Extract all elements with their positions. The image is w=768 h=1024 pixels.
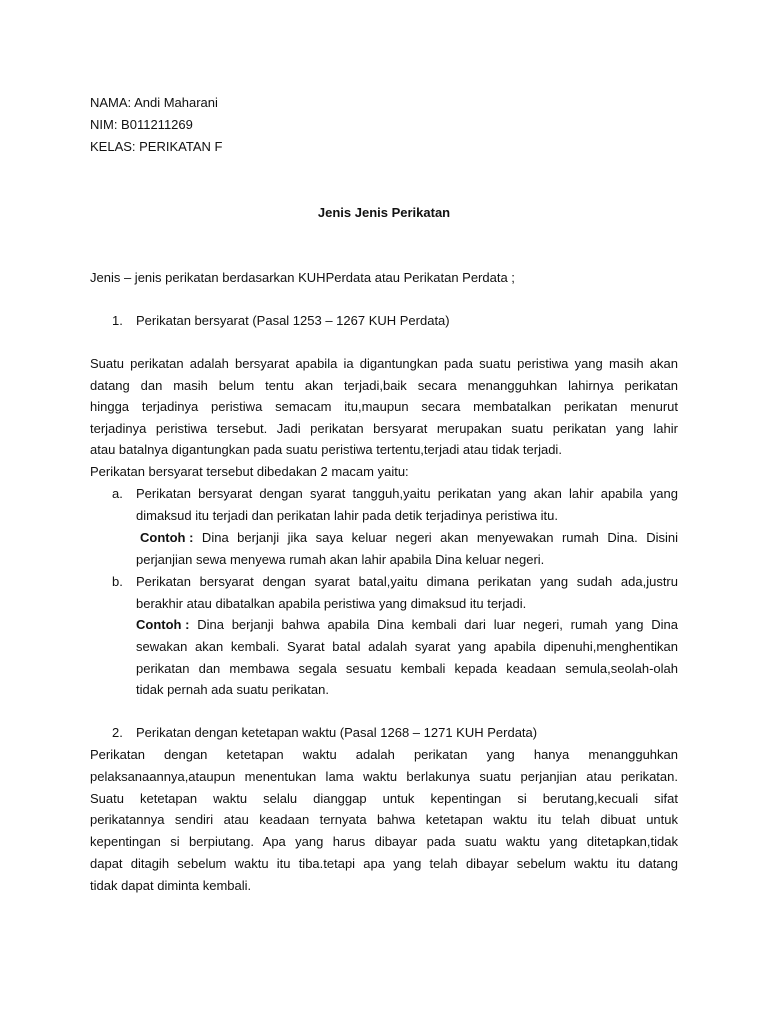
section-1-number: 1.: [112, 313, 123, 328]
section-2-para-line: tidak dapat diminta kembali.: [90, 878, 252, 893]
student-nim: NIM: B011211269: [90, 117, 193, 132]
item-b-contoh-line: tidak pernah ada suatu perikatan.: [136, 682, 329, 697]
item-a-line: dimaksud itu terjadi dan perikatan lahir pada detik terjadinya peristiwa itu.: [136, 508, 559, 523]
section-1-heading: Perikatan bersyarat (Pasal 1253 – 1267 KUH Perdata): [136, 313, 450, 328]
section-2-para-line: kepentingan si berpiutang. Apa yang harus dibayar pada suatu waktu yang ditetapkan,tidak: [90, 834, 678, 849]
item-b-contoh-line: [136, 617, 678, 633]
intro-line: Jenis – jenis perikatan berdasarkan KUHPerdata atau Perikatan Perdata ;: [90, 270, 515, 285]
section-1-split-line: Perikatan bersyarat tersebut dibedakan 2 macam yaitu:: [90, 464, 409, 479]
section-1-para-line: terjadinya peristiwa tersebut. Jadi perikatan bersyarat merupakan suatu perikatan yang lahir: [90, 421, 678, 436]
section-1-para-line: Suatu perikatan adalah bersyarat apabila ia digantungkan pada suatu peristiwa yang masih akan: [90, 356, 678, 371]
section-1-para-line: atau batalnya digantungkan pada suatu peristiwa tertentu,terjadi atau tidak terjadi.: [90, 442, 562, 457]
item-b-marker: b.: [112, 574, 123, 589]
section-2-para-line: perikatannya sendiri atau keadaan ternyata bahwa ketetapan waktu itu telah dibuat untuk: [90, 812, 678, 827]
document-title: Jenis Jenis Perikatan: [317, 205, 451, 220]
section-1-para-line: hingga terjadinya peristiwa semacam itu,maupun secara membatalkan perikatan menurut: [90, 399, 678, 414]
section-1-para-line: datang dan masih belum tentu akan terjadi,baik secara menangguhkan lahirnya perikatan: [90, 378, 678, 393]
item-b-line: berakhir atau dibatalkan apabila peristiwa yang dimaksud itu terjadi.: [136, 596, 527, 611]
item-a-line: Perikatan bersyarat dengan syarat tangguh,yaitu perikatan yang akan lahir apabila yang: [136, 486, 678, 501]
student-class: KELAS: PERIKATAN F: [90, 139, 223, 154]
item-b-contoh-line: sewakan akan kembali. Syarat batal adalah syarat yang apabila dipenuhi,menghentikan: [136, 639, 678, 654]
section-2-para-line: Suatu ketetapan waktu selalu dianggap untuk kepentingan si berutang,kecuali sifat: [90, 791, 678, 806]
item-a-marker: a.: [112, 486, 123, 501]
contoh-label: Contoh :: [140, 530, 194, 545]
item-b-line: Perikatan bersyarat dengan syarat batal,yaitu dimana perikatan yang sudah ada,justru: [136, 574, 678, 589]
section-2-para-line: dapat ditagih sebelum waktu itu tiba.tetapi apa yang telah dibayar sebelum waktu itu datang: [90, 856, 678, 871]
student-name: NAMA: Andi Maharani: [90, 95, 218, 110]
contoh-text: Dina berjanji jika saya keluar negeri akan menyewakan rumah Dina. Disini: [193, 530, 678, 545]
item-a-contoh-line: [140, 530, 678, 546]
contoh-label: Contoh :: [136, 617, 190, 632]
item-b-contoh-line: perikatan dan membawa segala sesuatu kembali kepada keadaan semula,seolah-olah: [136, 661, 678, 676]
item-a-contoh-line: perjanjian sewa menyewa rumah akan lahir apabila Dina keluar negeri.: [136, 552, 545, 567]
section-2-para-line: Perikatan dengan ketetapan waktu adalah perikatan yang hanya menangguhkan: [90, 747, 678, 762]
section-2-number: 2.: [112, 725, 123, 740]
section-2-heading: Perikatan dengan ketetapan waktu (Pasal 1268 – 1271 KUH Perdata): [136, 725, 538, 740]
contoh-text: Dina berjanji bahwa apabila Dina kembali dari luar negeri, rumah yang Dina: [189, 617, 678, 632]
section-2-para-line: pelaksanaannya,ataupun menentukan lama waktu berlakunya suatu perjanjian atau perikatan.: [90, 769, 678, 784]
